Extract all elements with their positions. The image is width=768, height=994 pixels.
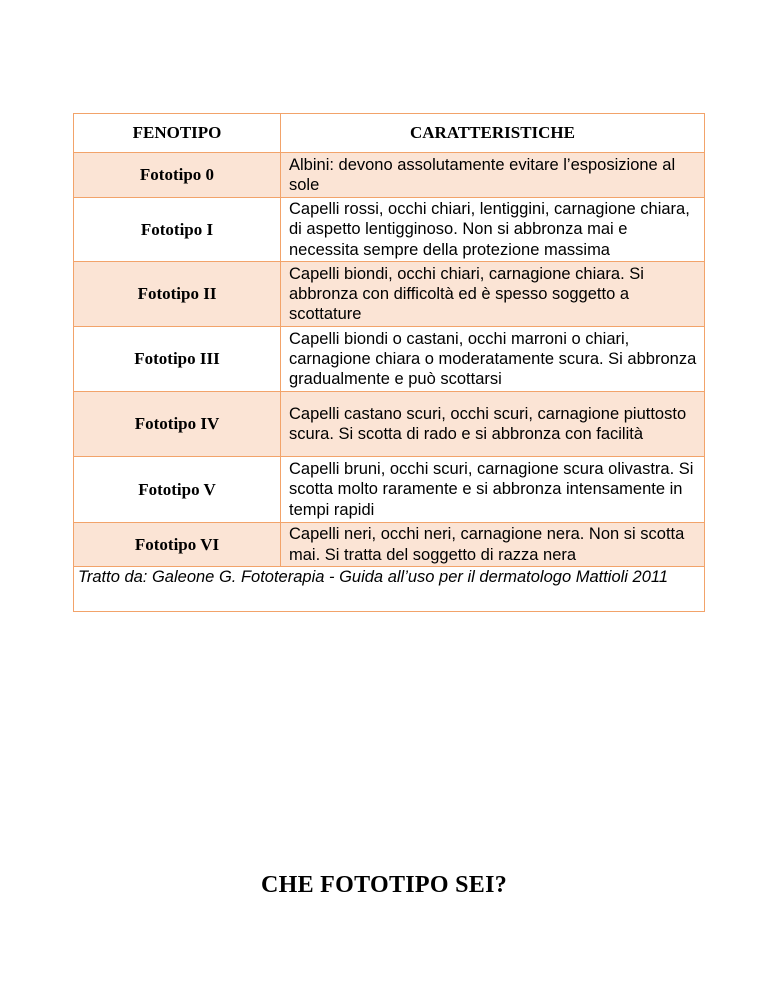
table-row [74, 262, 705, 327]
phototype-table [73, 113, 705, 612]
phototype-name: Fototipo V [74, 457, 281, 523]
question-heading: CHE FOTOTIPO SEI? [260, 872, 508, 898]
header-characteristics: CARATTERISTICHE [281, 114, 705, 153]
phototype-description: Capelli rossi, occhi chiari, lentiggini, carnagione chiara, di aspetto lentigginoso. Non si abbronza mai e necessita sempre della protezione massima [281, 198, 705, 262]
phototype-name: Fototipo III [74, 327, 281, 392]
table-row [74, 327, 705, 392]
table-row [74, 392, 705, 457]
phototype-description: Capelli bruni, occhi scuri, carnagione scura olivastra. Si scotta molto raramente e si abbronza intensamente in tempi rapidi [281, 457, 705, 523]
phototype-name: Fototipo 0 [74, 153, 281, 198]
source-citation: Tratto da: Galeone G. Fototerapia - Guida all’uso per il dermatologo Mattioli 2011 [74, 567, 705, 612]
phototype-name: Fototipo II [74, 262, 281, 327]
phototype-description: Capelli biondi o castani, occhi marroni o chiari, carnagione chiara o moderatamente scura. Si abbronza gradualmente e può scottarsi [281, 327, 705, 392]
phototype-table-container [73, 113, 704, 612]
source-row [74, 567, 705, 612]
table-row [74, 198, 705, 262]
phototype-description: Albini: devono assolutamente evitare l’esposizione al sole [281, 153, 705, 198]
phototype-name: Fototipo I [74, 198, 281, 262]
phototype-name: Fototipo VI [74, 523, 281, 567]
header-phenotype: FENOTIPO [74, 114, 281, 153]
phototype-description: Capelli biondi, occhi chiari, carnagione chiara. Si abbronza con difficoltà ed è spesso soggetto a scottature [281, 262, 705, 327]
phototype-name: Fototipo IV [74, 392, 281, 457]
table-header-row [74, 114, 705, 153]
table-row [74, 153, 705, 198]
table-row [74, 523, 705, 567]
table-row [74, 457, 705, 523]
phototype-description: Capelli neri, occhi neri, carnagione nera. Non si scotta mai. Si tratta del soggetto di razza nera [281, 523, 705, 567]
phototype-description: Capelli castano scuri, occhi scuri, carnagione piuttosto scura. Si scotta di rado e si abbronza con facilità [281, 392, 705, 457]
